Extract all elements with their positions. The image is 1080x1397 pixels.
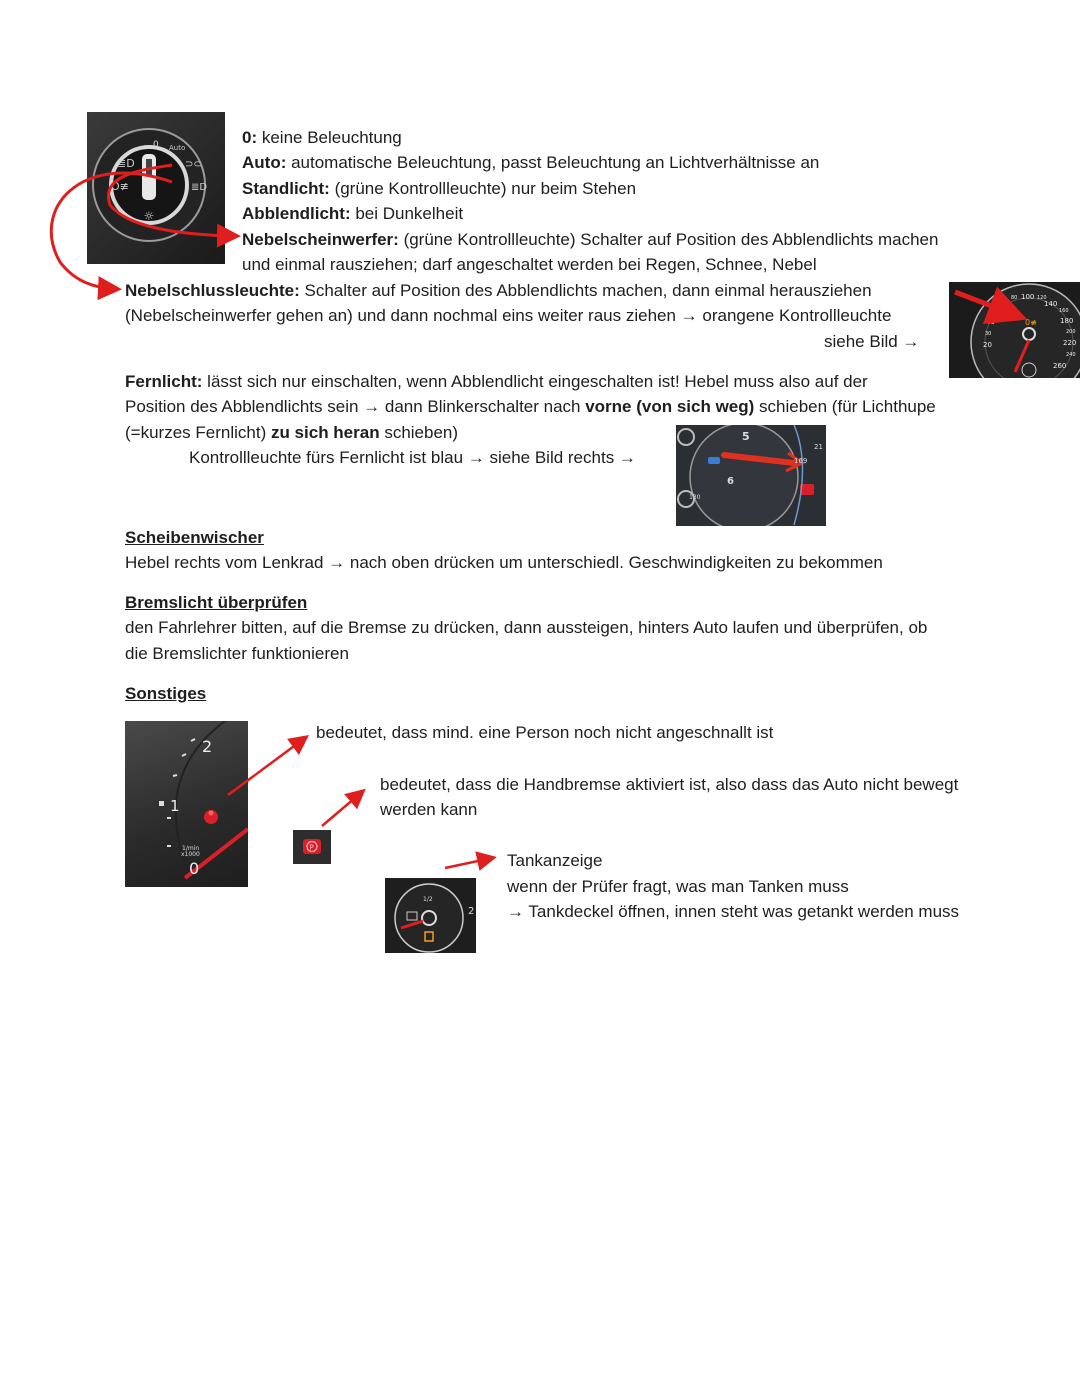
seatbelt-text: bedeutet, dass mind. eine Person noch nicht angeschnallt ist bbox=[316, 723, 774, 742]
arrow-to-nebelscheinwerfer bbox=[108, 165, 235, 236]
speedo-40: 40 bbox=[986, 318, 995, 326]
arrow-seatbelt bbox=[228, 738, 305, 795]
arrow-speedo bbox=[955, 292, 1018, 316]
handbrake-line1: bedeutet, dass die Handbremse aktiviert ist, also dass das Auto nicht bewegt bbox=[380, 775, 959, 794]
speedo-240: 240 bbox=[1066, 352, 1076, 358]
handbrake-line2: werden kann bbox=[380, 800, 478, 819]
arrow-fuel bbox=[445, 858, 492, 868]
brakelight-heading: Bremslicht überprüfen bbox=[125, 593, 308, 612]
highbeam-line2: Position des Abblendlichts sein → dann Blinkerschalter nach vorne (von sich weg) schieben (für Lichthupe bbox=[125, 397, 936, 416]
fuel-title: Tankanzeige bbox=[507, 851, 603, 870]
switch-label-0: 0 bbox=[153, 140, 159, 150]
tacho-label-2: 2 bbox=[202, 737, 213, 756]
highbeam-line4: Kontrollleuchte fürs Fernlicht ist blau → siehe Bild rechts → bbox=[189, 448, 636, 467]
light-item-abblendlicht: Abblendlicht: bei Dunkelheit bbox=[242, 204, 464, 223]
svg-text:O≢: O≢ bbox=[111, 180, 129, 193]
speedo-30: 30 bbox=[985, 331, 992, 337]
svg-text:≣D: ≣D bbox=[191, 182, 208, 193]
tacho-label-unit: 1/min bbox=[182, 845, 200, 852]
rear-fog-line1: Nebelschlussleuchte: Schalter auf Position des Abblendlichts machen, dann einmal herausziehen bbox=[125, 281, 872, 300]
wiper-text: Hebel rechts vom Lenkrad → nach oben drücken um unterschiedl. Geschwindigkeiten zu bekommen bbox=[125, 553, 883, 572]
speedo-60: 60 bbox=[1001, 301, 1010, 309]
dash-label-130: 130 bbox=[689, 494, 701, 501]
light-item-nebelscheinwerfer-cont: und einmal rausziehen; darf angeschaltet werden bei Regen, Schnee, Nebel bbox=[242, 255, 817, 274]
dash-label-169: 169 bbox=[794, 457, 808, 465]
speedo-160: 160 bbox=[1059, 308, 1069, 314]
svg-text:☼: ☼ bbox=[143, 209, 155, 223]
svg-text:0≢: 0≢ bbox=[1025, 318, 1037, 327]
light-item-auto: Auto: automatische Beleuchtung, passt Beleuchtung an Lichtverhältnisse an bbox=[242, 153, 820, 172]
rear-fog-see-image: siehe Bild → bbox=[824, 332, 920, 351]
speedo-200: 200 bbox=[1066, 329, 1076, 335]
tacho-label-x1000: x1000 bbox=[181, 851, 200, 858]
speedo-80: 80 bbox=[1011, 295, 1018, 301]
light-item-0: 0: keine Beleuchtung bbox=[242, 128, 402, 147]
tacho-label-1: 1 bbox=[170, 797, 180, 815]
speedo-220: 220 bbox=[1063, 339, 1077, 347]
wiper-heading: Scheibenwischer bbox=[125, 528, 264, 547]
fuel-label-half: 1/2 bbox=[423, 896, 433, 903]
light-item-nebelscheinwerfer: Nebelscheinwerfer: (grüne Kontrollleuchte) Schalter auf Position des Abblendlichts machen bbox=[242, 230, 939, 249]
highbeam-line3: (=kurzes Fernlicht) zu sich heran schieben) bbox=[125, 423, 459, 442]
speedo-20: 20 bbox=[983, 341, 992, 349]
fuel-line1: wenn der Prüfer fragt, was man Tanken muss bbox=[507, 877, 849, 896]
arrow-handbrake bbox=[322, 792, 362, 826]
brakelight-line1: den Fahrlehrer bitten, auf die Bremse zu drücken, dann aussteigen, hinters Auto laufen und überprüfen, ob bbox=[125, 618, 928, 637]
dash-label-21: 21 bbox=[814, 443, 823, 451]
speedo-120: 120 bbox=[1037, 295, 1047, 301]
fuel-label-2: 2 bbox=[468, 906, 475, 917]
dash-label-5: 5 bbox=[742, 430, 750, 443]
highbeam-line1: Fernlicht: lässt sich nur einschalten, wenn Abblendlicht eingeschalten ist! Hebel muss also auf der bbox=[125, 372, 868, 391]
rear-fog-line2: (Nebelscheinwerfer gehen an) und dann nochmal eins weiter raus ziehen → orangene Kontrollleuchte bbox=[125, 306, 892, 325]
tacho-label-0: 0 bbox=[189, 859, 200, 878]
speedo-140: 140 bbox=[1044, 300, 1058, 308]
dash-label-6: 6 bbox=[727, 476, 734, 487]
light-item-standlicht: Standlicht: (grüne Kontrollleuchte) nur beim Stehen bbox=[242, 179, 637, 198]
speedo-260: 260 bbox=[1053, 362, 1067, 370]
fuel-line2: → Tankdeckel öffnen, innen steht was getankt werden muss bbox=[507, 902, 960, 921]
speedo-100: 100 bbox=[1021, 293, 1035, 301]
svg-text:≣D: ≣D bbox=[117, 157, 135, 170]
svg-text:P: P bbox=[309, 843, 314, 852]
misc-heading: Sonstiges bbox=[125, 684, 207, 703]
svg-text:⊃⊂: ⊃⊂ bbox=[185, 159, 202, 170]
arrow-to-nebelschlussleuchte bbox=[51, 173, 172, 289]
switch-label-auto: Auto bbox=[169, 144, 186, 152]
speedo-180: 180 bbox=[1060, 317, 1074, 325]
brakelight-line2: die Bremslichter funktionieren bbox=[125, 644, 349, 663]
